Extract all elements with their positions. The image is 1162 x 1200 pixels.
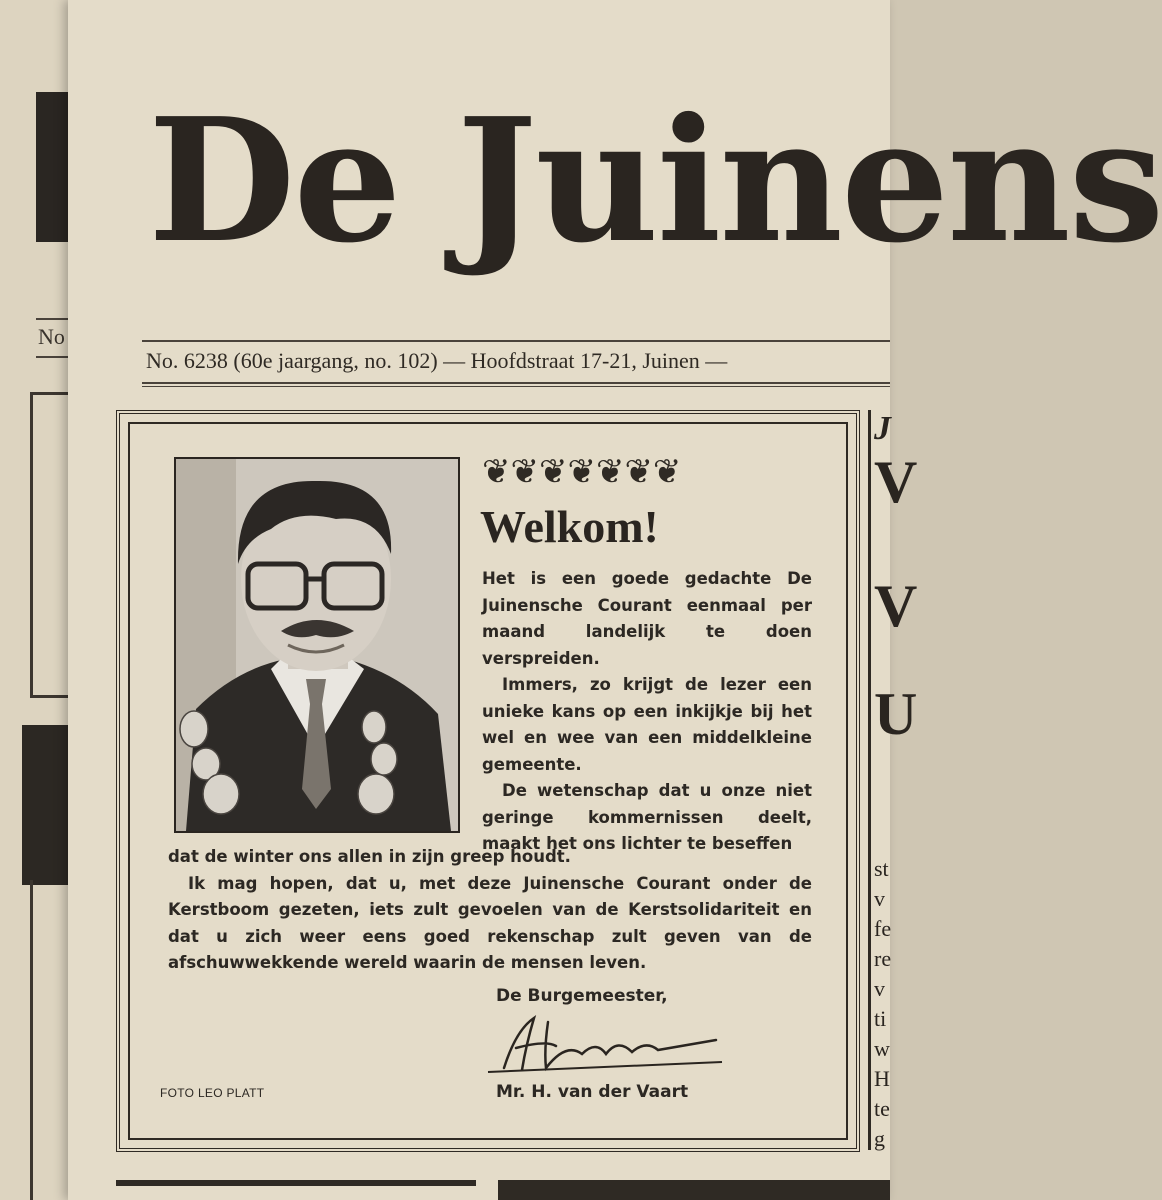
signatory-name: Mr. H. van der Vaart <box>496 1082 689 1102</box>
mayor-portrait-photo <box>174 457 460 833</box>
ornament-border <box>482 452 816 492</box>
bottom-rule <box>116 1180 476 1186</box>
right-column-line: w <box>874 1036 890 1061</box>
masthead-rule-bottom-thin <box>142 386 890 387</box>
right-column-line: te <box>874 1096 890 1121</box>
notice-paragraph: dat de winter ons allen in zijn greep houdt. <box>168 847 571 866</box>
photo-credit: FOTO LEO PLATT <box>160 1086 265 1100</box>
right-column-line: H <box>874 1066 890 1091</box>
ornament-glyphs: ❦❦❦❦❦❦❦ <box>482 452 682 492</box>
underlying-issue-fragment: No <box>38 324 65 349</box>
notice-paragraph: Ik mag hopen, dat u, met deze Juinensche Courant onder de Kerstboom gezeten, iets zult gevoelen van de Kerstsolidariteit en dat u zich weer eens goed rekenschap zult geven van de afschuwwekkende wereld waarin de mensen leven. <box>168 873 812 972</box>
notice-body-wide <box>168 844 812 977</box>
notice-paragraph: De wetenschap dat u onze niet geringe kommernissen deelt, maakt het ons lichter te beseffen <box>482 781 812 853</box>
notice-body-narrow <box>482 566 812 858</box>
notice-paragraph: Het is een goede gedachte De Juinensche Courant eenmaal per maand landelijk te doen verspreiden. <box>482 569 812 668</box>
notice-heading: Welkom! <box>480 501 659 552</box>
right-column-line: fe <box>874 916 892 941</box>
portrait-illustration <box>176 459 458 831</box>
masthead-title: De Juinens <box>148 81 1162 281</box>
right-column-line: ti <box>874 1006 887 1031</box>
bottom-dark-block <box>498 1180 890 1200</box>
right-column-line: re <box>874 946 892 971</box>
masthead-rule-bottom <box>142 382 890 384</box>
underlying-masthead-fragment <box>36 92 72 242</box>
right-column-line: g <box>874 1126 885 1151</box>
masthead-rule-top <box>142 340 890 342</box>
right-column-line: v <box>874 886 885 911</box>
sign-off: De Burgemeester, <box>496 986 668 1006</box>
right-column-fragment: U <box>874 681 918 747</box>
right-column-fragment: V <box>874 573 918 639</box>
newspaper-page <box>68 0 1162 1200</box>
notice-paragraph: Immers, zo krijgt de lezer een unieke kans op een inkijkje bij het wel en wee van een middelkleine gemeente. <box>482 675 812 774</box>
right-column-line: v <box>874 976 885 1001</box>
right-column-fragment: V <box>874 449 918 515</box>
issue-line: No. 6238 (60e jaargang, no. 102) — Hoofdstraat 17-21, Juinen — <box>146 348 728 373</box>
right-column-fragment: J <box>874 410 891 447</box>
handwritten-signature <box>486 1010 726 1076</box>
right-column-line: st <box>874 856 889 881</box>
